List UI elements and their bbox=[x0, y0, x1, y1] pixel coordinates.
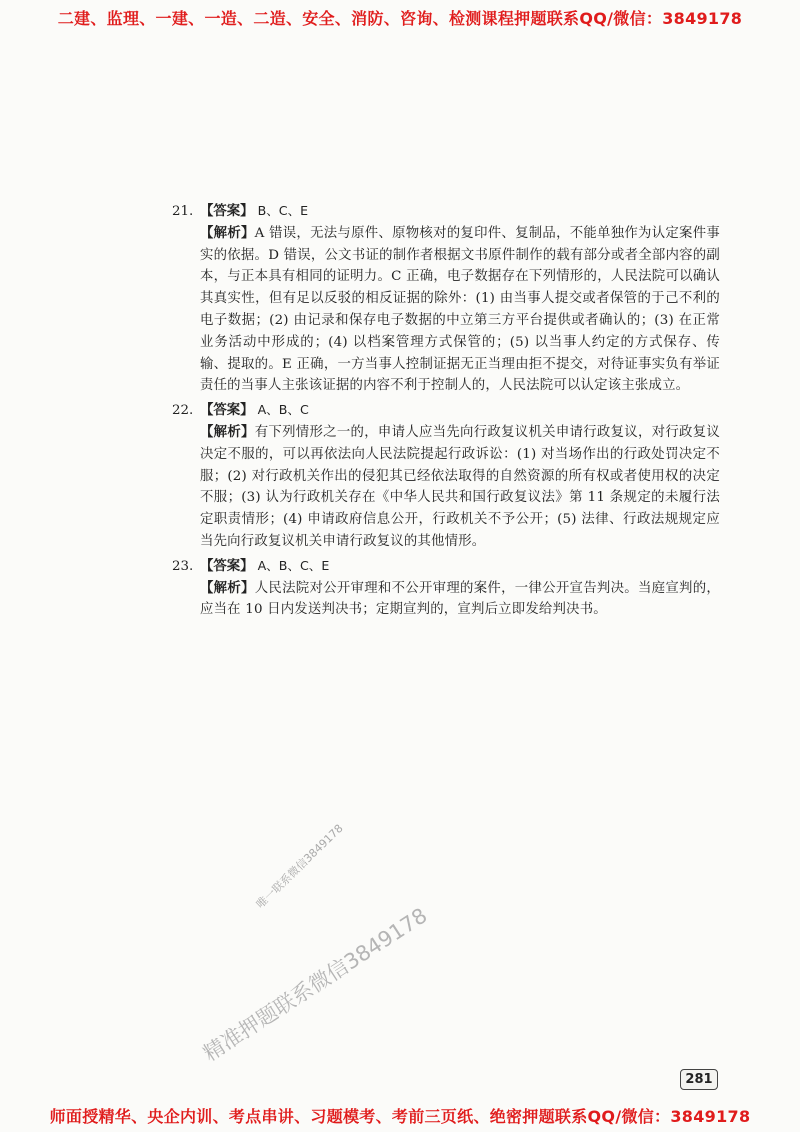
analysis-label: 【解析】 bbox=[200, 579, 255, 596]
analysis-text: 人民法院对公开审理和不公开审理的案件，一律公开宣告判决。当庭宣判的，应当在 10 日内发送判决书；定期宣判的，宣判后立即发给判决书。 bbox=[200, 580, 720, 618]
question-21 bbox=[172, 200, 720, 397]
analysis-text: 有下列情形之一的，申请人应当先向行政复议机关申请行政复议，对行政复议决定不服的，可以再依法向人民法院提起行政诉讼：(1) 对当场作出的行政处罚决定不服；(2) 对行政机关作出的侵犯其已经依法取得的自然资源的所有权或者使用权的决定不服；(3) 认为行政机关存在《中华人民共和国行政复议法》第 11 条规定的未履行法定职责情形；(4) 申请政府信息公开，行政机关不予公开；(5) 法律、行政法规规定应当先向行政复议机关申请行政复议的其他情形。 bbox=[200, 424, 720, 549]
answer-label: 【答案】 bbox=[200, 203, 254, 219]
question-22 bbox=[172, 399, 720, 553]
answer-label: 【答案】 bbox=[200, 402, 254, 419]
watermark-large: 精准押题联系微信3849178 bbox=[199, 903, 432, 1066]
answer-label: 【答案】 bbox=[200, 557, 254, 574]
answer-section bbox=[172, 200, 720, 623]
analysis-label: 【解析】 bbox=[200, 224, 255, 241]
analysis-text: A 错误，无法与原件、原物核对的复印件、复制品，不能单独作为认定案件事实的依据。D 错误，公文书证的制作者根据文书原件制作的载有部分或者全部内容的副本，与正本具有相同的证明力。C 正确，电子数据存在下列情形的，人民法院可以确认其真实性，但有足以反驳的相反证据的除外：(1) 由当事人提交或者保管的于己不利的电子数据；(2) 由记录和保存电子数据的中立第三方平台提供或者确认的；(3) 在正常业务活动中形成的；(4) 以档案管理方式保管的；(5) 以当事人约定的方式保存、传输、提取的。E 正确，一方当事人控制证据无正当理由拒不提交，对待证事实负有举证责任的当事人主张该证据的内容不利于控制人的，人民法院可以认定该主张成立。 bbox=[200, 225, 720, 394]
answer-value: A、B、C、E bbox=[257, 557, 330, 573]
question-number: 21. bbox=[172, 204, 194, 219]
question-23 bbox=[172, 555, 720, 621]
answer-value: A、B、C bbox=[257, 402, 309, 418]
bottom-banner: 师面授精华、央企内训、考点串讲、习题模考、考前三页纸、绝密押题联系QQ/微信：3849178 bbox=[49, 1107, 751, 1126]
question-number: 23. bbox=[172, 558, 194, 574]
top-banner: 二建、监理、一建、一造、二造、安全、消防、咨询、检测课程押题联系QQ/微信：3849178 bbox=[57, 9, 743, 28]
question-number: 22. bbox=[172, 403, 194, 419]
watermark-small: 唯一联系微信3849178 bbox=[253, 821, 346, 912]
answer-value: B、C、E bbox=[257, 203, 309, 218]
page-number: 281 bbox=[680, 1069, 718, 1090]
analysis-label: 【解析】 bbox=[200, 423, 255, 440]
